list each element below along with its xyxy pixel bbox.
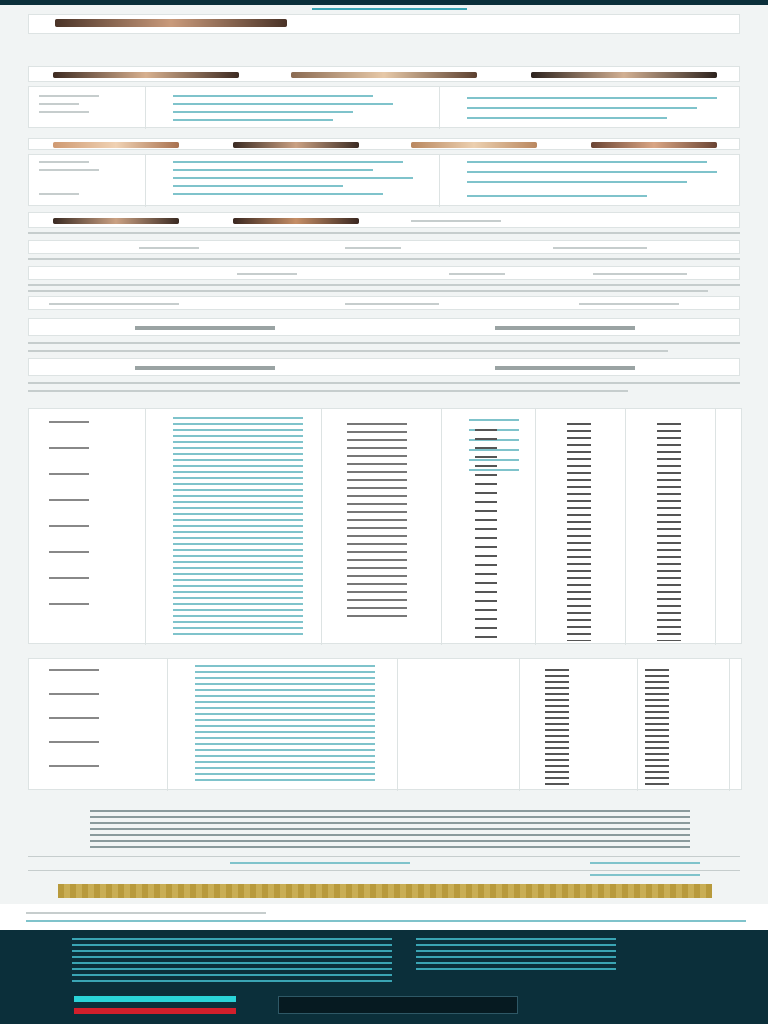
link-line[interactable] (467, 181, 687, 183)
notes-link[interactable] (590, 862, 700, 864)
intro-text (28, 35, 740, 47)
table-column-divider (729, 659, 730, 791)
title-panel (28, 14, 740, 34)
table-1-value-column (347, 423, 407, 623)
site-footer (0, 930, 768, 1024)
table-column-divider (321, 409, 322, 645)
gallery-image[interactable] (53, 142, 179, 148)
notes-link[interactable] (230, 862, 410, 864)
range-bar[interactable] (135, 326, 275, 330)
gallery-image[interactable] (53, 72, 239, 78)
link-line[interactable] (467, 97, 717, 99)
field-value (345, 247, 401, 249)
gallery-image[interactable] (411, 142, 537, 148)
field-value (237, 273, 297, 275)
page-title (319, 19, 719, 29)
range-bar[interactable] (495, 366, 635, 370)
field-value (579, 303, 679, 305)
section-text-line (28, 390, 628, 392)
link-line[interactable] (173, 95, 373, 97)
table-1-row-label-column (49, 421, 89, 621)
section-text-line (28, 284, 740, 286)
link-line[interactable] (173, 169, 373, 171)
gallery-heading-1 (28, 58, 388, 64)
column-divider (439, 87, 440, 129)
range-row (28, 318, 740, 336)
field-value (49, 303, 179, 305)
link-line[interactable] (173, 111, 353, 113)
notes-divider (28, 870, 740, 871)
text-line (39, 193, 79, 195)
table-2-link-column[interactable] (195, 665, 375, 785)
title-image (55, 19, 287, 27)
notes-heading (50, 794, 690, 804)
footer-copyright (72, 1018, 692, 1022)
text-line (39, 161, 89, 163)
table-column-divider (397, 659, 398, 791)
prefooter-link[interactable] (26, 920, 746, 922)
section-text-line (28, 258, 740, 260)
field-row (28, 266, 740, 280)
text-line (39, 169, 99, 171)
table-1-title (28, 398, 740, 406)
section-text-line (28, 290, 708, 292)
link-line[interactable] (467, 107, 697, 109)
prefooter-text (26, 912, 266, 914)
column-divider (145, 155, 146, 207)
gallery-image[interactable] (531, 72, 717, 78)
column-divider (439, 155, 440, 207)
gallery-row-1 (28, 66, 740, 82)
notes-link[interactable] (590, 874, 700, 876)
text-line (39, 103, 79, 105)
table-2-value-column (645, 669, 669, 785)
table-column-divider (167, 659, 168, 791)
table-1-value-column (657, 423, 681, 641)
range-bar[interactable] (135, 366, 275, 370)
section-text-line (28, 342, 740, 344)
gallery-image[interactable] (591, 142, 717, 148)
link-line[interactable] (467, 171, 717, 173)
banner-label (258, 886, 512, 894)
field-row (28, 296, 740, 310)
section-text-line (28, 350, 668, 352)
link-line[interactable] (173, 103, 393, 105)
info-panel-1 (28, 86, 740, 128)
footer-accent-cyan[interactable] (74, 996, 236, 1002)
table-2-title (50, 646, 570, 656)
field-value (345, 303, 439, 305)
top-header (0, 0, 768, 5)
link-line[interactable] (173, 119, 333, 121)
table-2-row-label-column (49, 669, 99, 779)
gallery-image[interactable] (233, 142, 359, 148)
link-line[interactable] (467, 161, 707, 163)
gallery-heading-2 (28, 130, 388, 136)
section-text-line (28, 382, 740, 384)
field-value (139, 247, 199, 249)
footer-search[interactable] (278, 996, 518, 1014)
column-divider (145, 87, 146, 129)
text-line (39, 111, 89, 113)
field-value (553, 247, 647, 249)
field-value (593, 273, 687, 275)
prefooter (0, 904, 768, 930)
notes-list (90, 810, 690, 852)
table-column-divider (715, 409, 716, 645)
field-value (449, 273, 505, 275)
table-column-divider (625, 409, 626, 645)
table-2 (28, 658, 742, 790)
section-text-line (28, 232, 740, 234)
table-column-divider (535, 409, 536, 645)
link-line[interactable] (467, 195, 647, 197)
table-1-link-column[interactable] (173, 417, 303, 639)
field-row (28, 240, 740, 254)
table-column-divider (441, 409, 442, 645)
gallery-image[interactable] (53, 218, 179, 224)
info-panel-2 (28, 154, 740, 206)
table-1-value-column (475, 429, 497, 641)
table-column-divider (145, 409, 146, 645)
text-line (39, 95, 99, 97)
footer-column[interactable] (72, 938, 392, 982)
gallery-image[interactable] (233, 218, 359, 224)
table-column-divider (519, 659, 520, 791)
promo-banner[interactable] (58, 884, 712, 898)
link-line[interactable] (173, 177, 413, 179)
gallery-row-3 (28, 212, 740, 228)
caption-line (411, 220, 501, 222)
link-line[interactable] (173, 193, 383, 195)
range-bar[interactable] (495, 326, 635, 330)
link-line[interactable] (467, 117, 667, 119)
range-row (28, 358, 740, 376)
header-active-tab-indicator[interactable] (312, 8, 467, 10)
link-line[interactable] (173, 185, 343, 187)
table-1 (28, 408, 742, 644)
footer-accent-red[interactable] (74, 1008, 236, 1014)
footer-column[interactable] (416, 938, 616, 974)
link-line[interactable] (173, 161, 403, 163)
gallery-image[interactable] (291, 72, 477, 78)
table-1-value-column (567, 423, 591, 641)
table-2-value-column (545, 669, 569, 785)
gallery-row-2 (28, 138, 740, 150)
table-column-divider (637, 659, 638, 791)
notes-divider (28, 856, 740, 857)
